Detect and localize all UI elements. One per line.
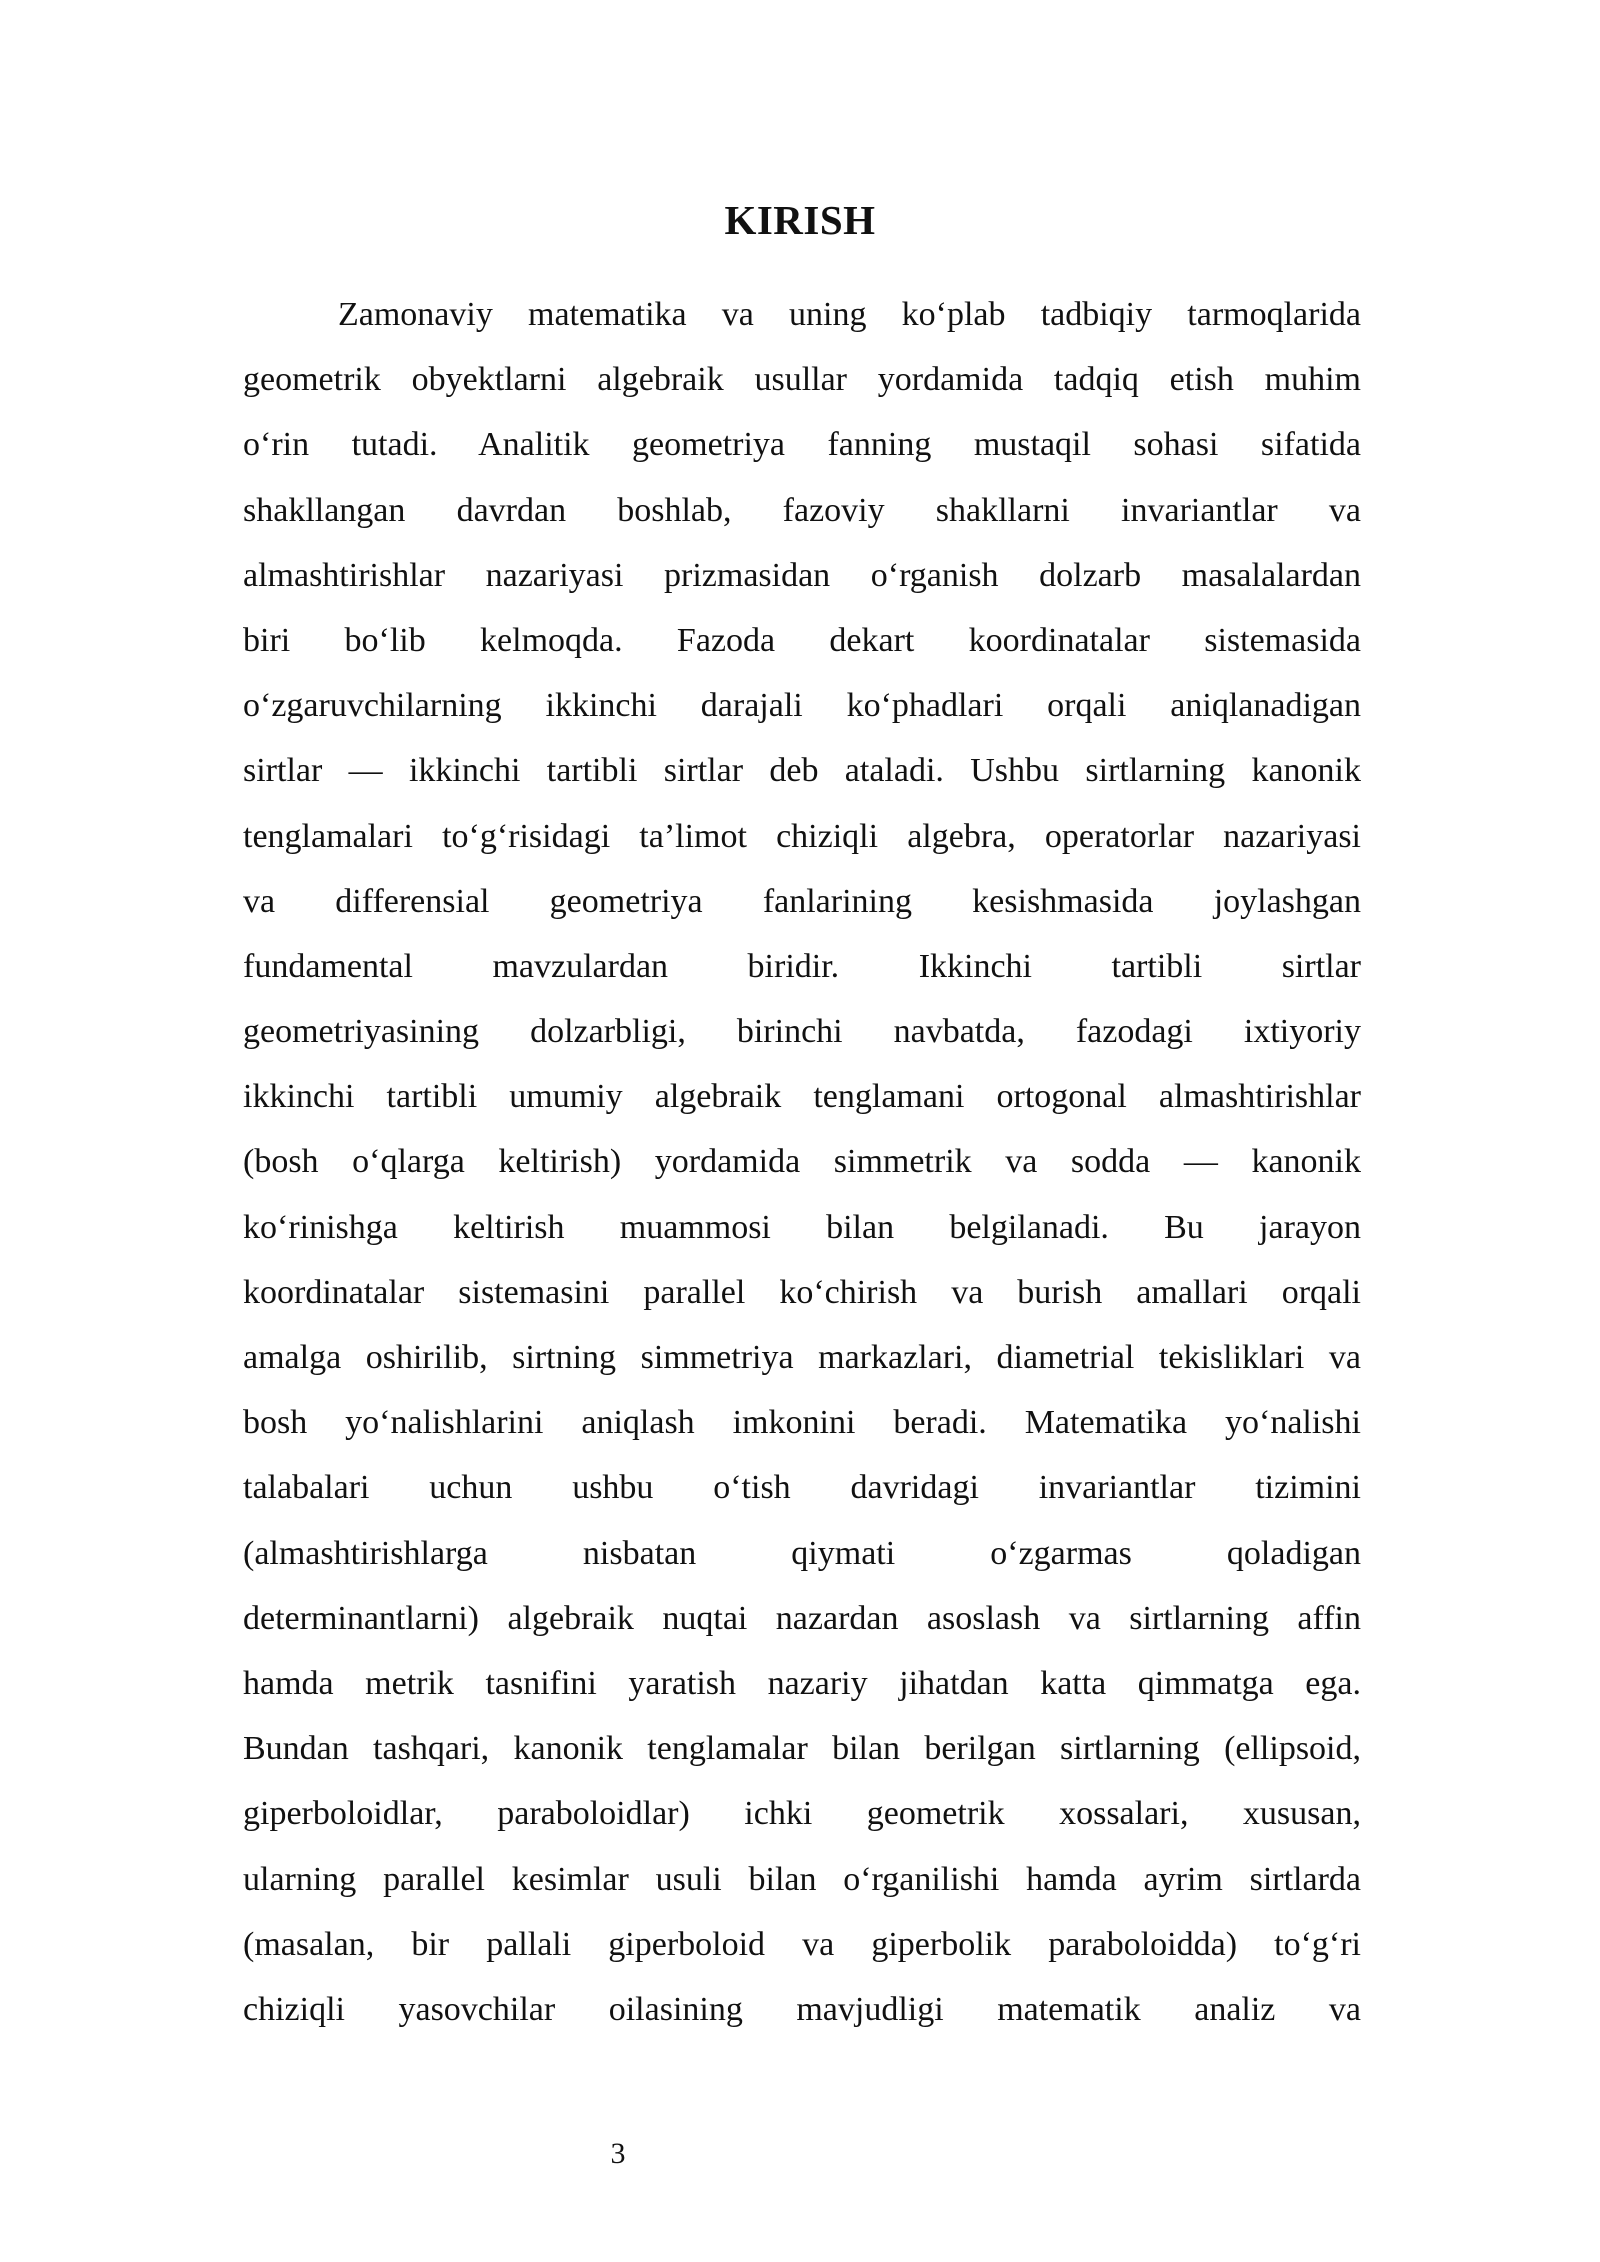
text-line: o‘rin tutadi. Analitik geometriya fanning mustaqil sohasi sifatida bbox=[243, 426, 1361, 464]
text-line: Zamonaviy matematika va uning ko‘plab tadbiqiy tarmoqlarida bbox=[338, 296, 1361, 333]
text-line: geometrik obyektlarni algebraik usullar yordamida tadqiq etish muhim bbox=[243, 361, 1361, 399]
text-line: Bundan tashqari, kanonik tenglamalar bilan berilgan sirtlarning (ellipsoid, bbox=[243, 1730, 1361, 1768]
text-line: koordinatalar sistemasini parallel ko‘chirish va burish amallari orqali bbox=[243, 1273, 1361, 1311]
text-line: tenglamalari to‘g‘risidagi ta’limot chiziqli algebra, operatorlar nazariyasi bbox=[243, 817, 1361, 855]
page-title: KIRISH bbox=[724, 197, 876, 243]
text-line: shakllangan davrdan boshlab, fazoviy shakllarni invariantlar va bbox=[243, 491, 1361, 529]
text-line: (masalan, bir pallali giperboloid va giperbolik paraboloidda) to‘g‘ri bbox=[243, 1925, 1361, 1963]
text-line: (bosh o‘qlarga keltirish) yordamida simmetrik va sodda — kanonik bbox=[243, 1143, 1361, 1181]
text-line: bosh yo‘nalishlarini aniqlash imkonini beradi. Matematika yo‘nalishi bbox=[243, 1404, 1361, 1442]
text-line: (almashtirishlarga nisbatan qiymati o‘zgarmas qoladigan bbox=[243, 1534, 1361, 1572]
text-line: sirtlar — ikkinchi tartibli sirtlar deb ataladi. Ushbu sirtlarning kanonik bbox=[243, 752, 1361, 790]
body-paragraph bbox=[243, 282, 1361, 2042]
text-line: determinantlarni) algebraik nuqtai nazardan asoslash va sirtlarning affin bbox=[243, 1599, 1361, 1637]
text-line: hamda metrik tasnifini yaratish nazariy jihatdan katta qimmatga ega. bbox=[243, 1664, 1361, 1702]
text-line: ularning parallel kesimlar usuli bilan o‘rganilishi hamda ayrim sirtlarda bbox=[243, 1860, 1361, 1898]
text-line: ko‘rinishga keltirish muammosi bilan belgilanadi. Bu jarayon bbox=[243, 1208, 1361, 1246]
text-line: amalga oshirilib, sirtning simmetriya markazlari, diametrial tekisliklari va bbox=[243, 1339, 1361, 1376]
text-line: almashtirishlar nazariyasi prizmasidan o‘rganish dolzarb masalalardan bbox=[243, 556, 1361, 594]
text-line: geometriyasining dolzarbligi, birinchi navbatda, fazodagi ixtiyoriy bbox=[243, 1013, 1361, 1051]
text-line: va differensial geometriya fanlarining kesishmasida joylashgan bbox=[243, 882, 1361, 920]
text-line: ikkinchi tartibli umumiy algebraik tenglamani ortogonal almashtirishlar bbox=[243, 1078, 1361, 1116]
text-line: o‘zgaruvchilarning ikkinchi darajali ko‘phadlari orqali aniqlanadigan bbox=[243, 687, 1361, 725]
page-number: 3 bbox=[610, 2137, 626, 2170]
text-line: giperboloidlar, paraboloidlar) ichki geometrik xossalari, xususan, bbox=[243, 1795, 1361, 1833]
text-line: talabalari uchun ushbu o‘tish davridagi invariantlar tizimini bbox=[243, 1469, 1361, 1507]
text-line: fundamental mavzulardan biridir. Ikkinchi tartibli sirtlar bbox=[243, 947, 1361, 985]
text-line: biri bo‘lib kelmoqda. Fazoda dekart koordinatalar sistemasida bbox=[243, 621, 1361, 659]
text-line: chiziqli yasovchilar oilasining mavjudligi matematik analiz va bbox=[243, 1990, 1361, 2028]
